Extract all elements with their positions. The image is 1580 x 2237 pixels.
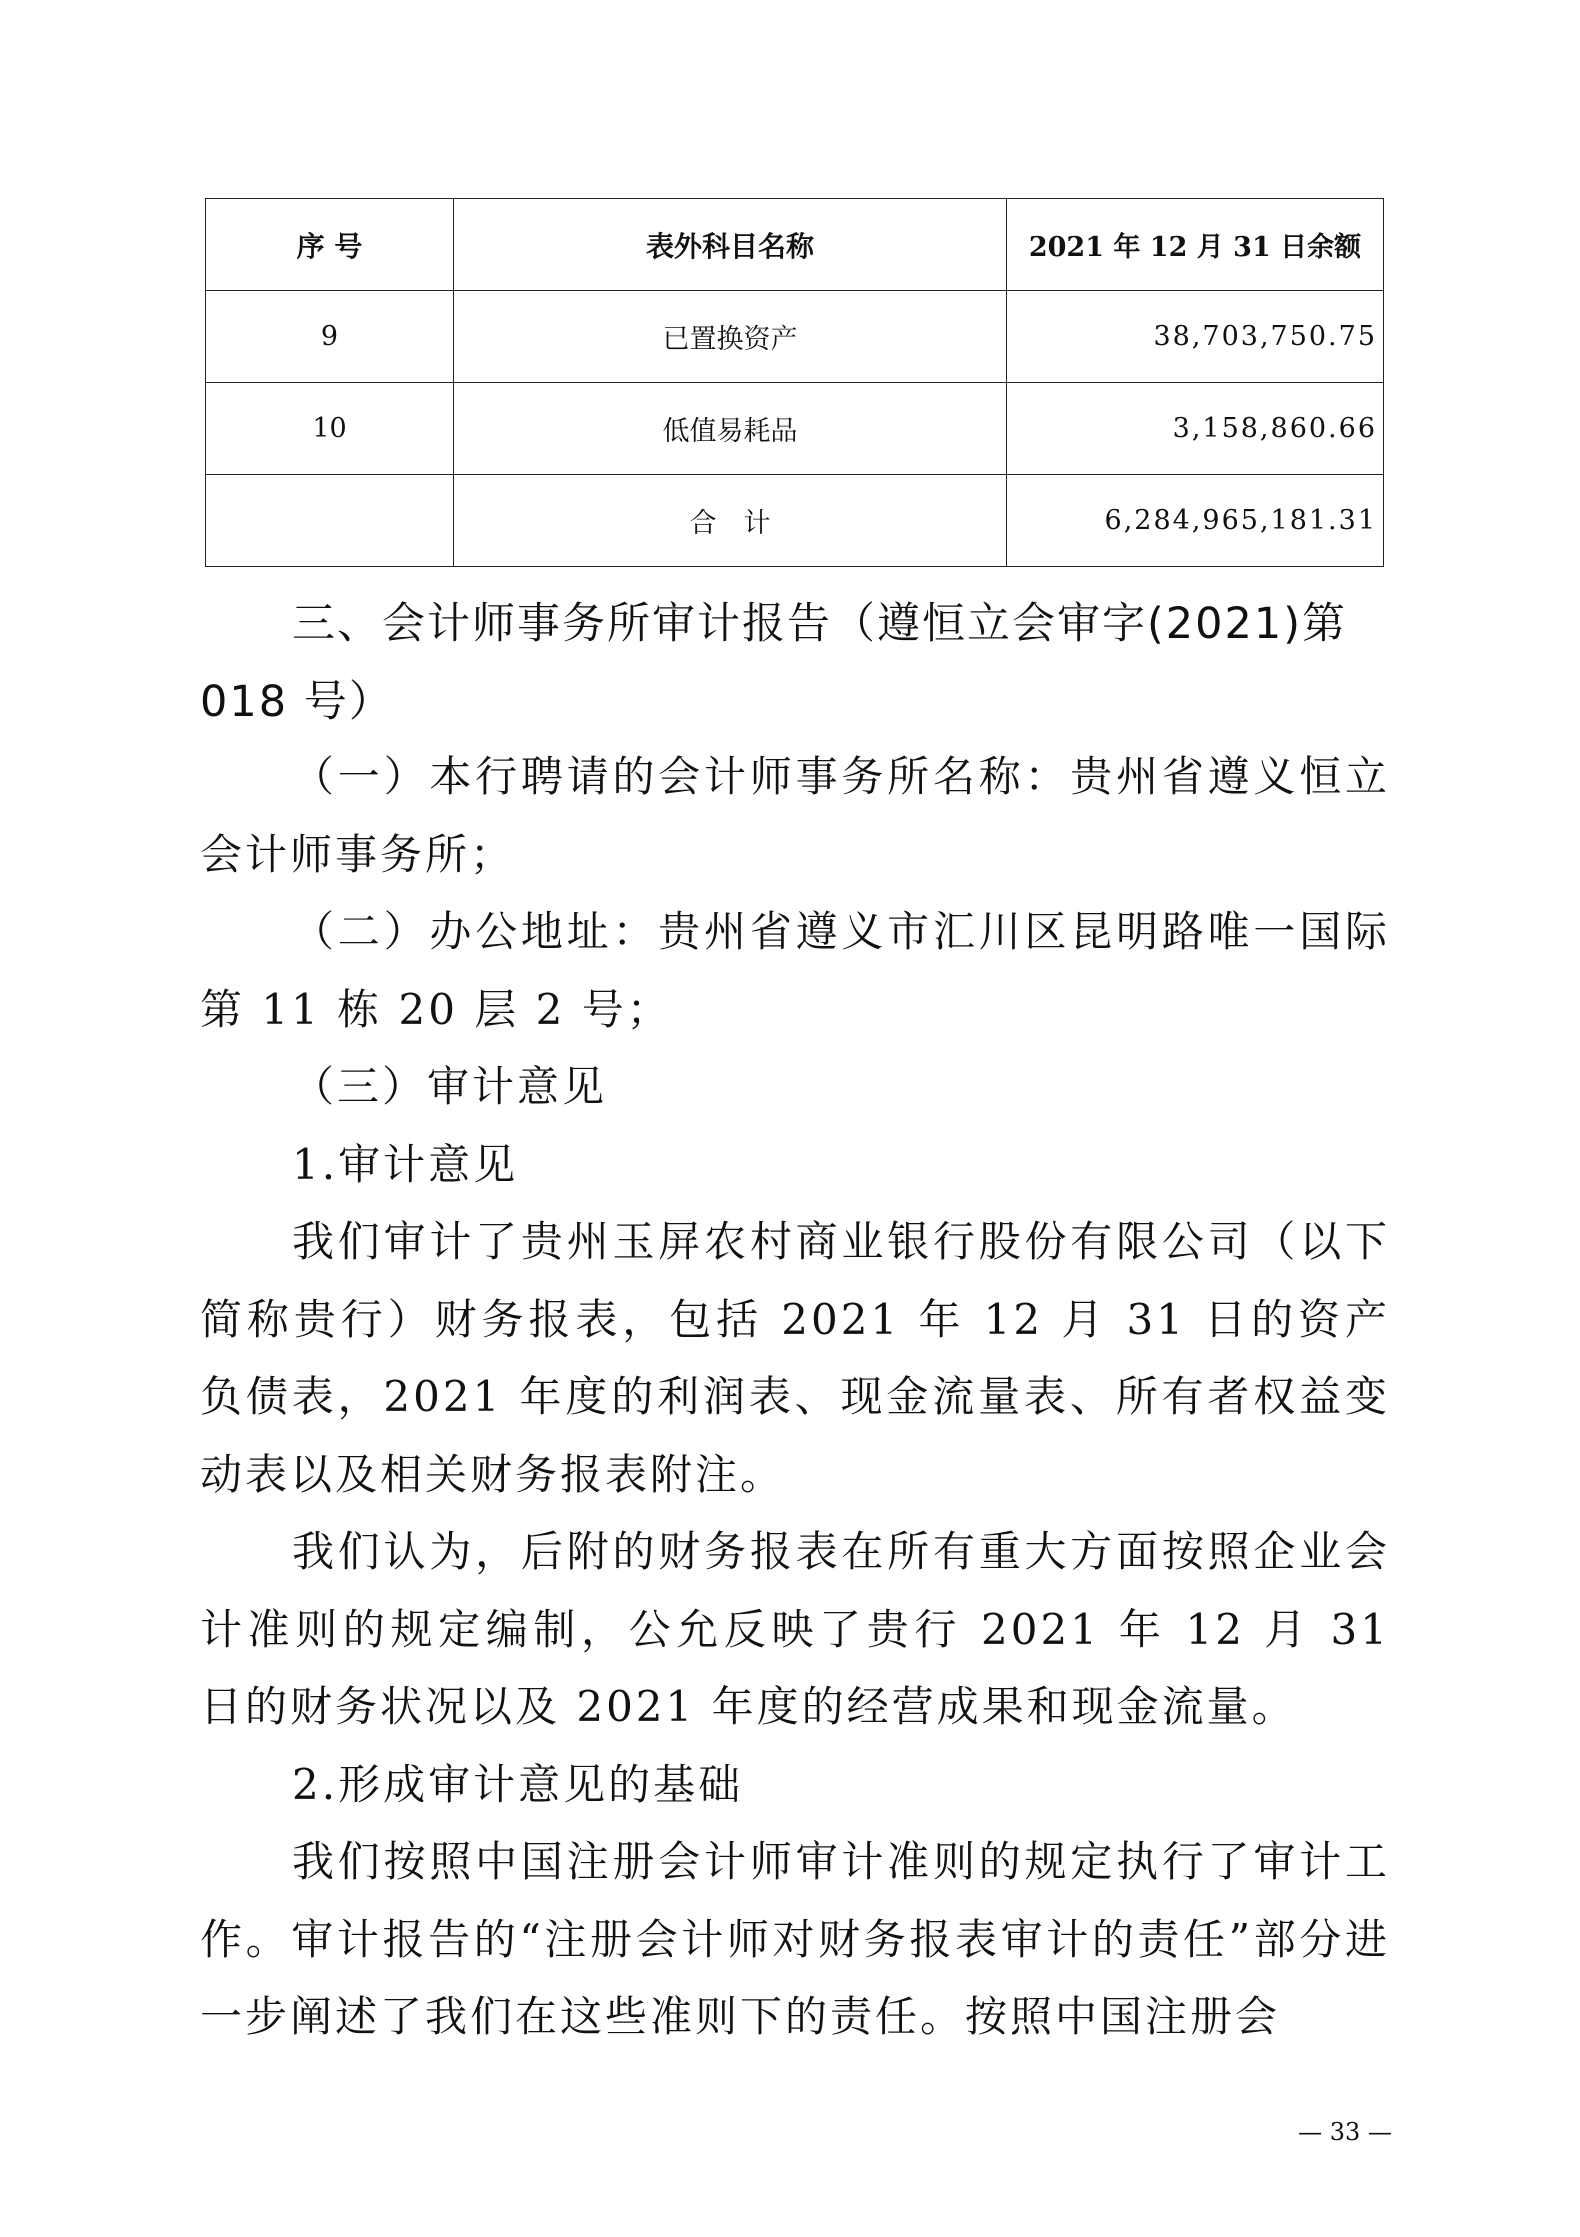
page-number: — 33 — [1298, 2118, 1392, 2146]
row-balance: 38,703,750.75 [1007, 291, 1384, 383]
header-balance: 2021 年 12 月 31 日余额 [1007, 199, 1384, 291]
table-header-row [206, 199, 1384, 291]
table-total-row [206, 475, 1384, 567]
row-item-name: 已置换资产 [454, 291, 1007, 383]
off-balance-sheet-table [205, 198, 1384, 567]
total-label: 合 计 [454, 475, 1007, 567]
row-balance: 3,158,860.66 [1007, 383, 1384, 475]
header-item-name: 表外科目名称 [454, 199, 1007, 291]
paragraph-office-address: （二）办公地址：贵州省遵义市汇川区昆明路唯一国际第 11 栋 20 层 2 号； [200, 907, 1390, 1034]
row-index: 9 [206, 291, 454, 383]
body-text [200, 738, 1390, 2056]
total-index [206, 475, 454, 567]
paragraph-audit-scope: 我们审计了贵州玉屏农村商业银行股份有限公司（以下简称贵行）财务报表，包括 2021 年 12 月 31 日的资产负债表，2021 年度的利润表、现金流量表、所有者权益变动表以及相关财务报表附注。 [200, 1217, 1390, 1499]
row-index: 10 [206, 383, 454, 475]
paragraph-basis: 我们按照中国注册会计师审计准则的规定执行了审计工作。审计报告的“注册会计师对财务报表审计的责任”部分进一步阐述了我们在这些准则下的责任。按照中国注册会 [200, 1837, 1390, 2041]
paragraph-opinion: 我们认为，后附的财务报表在所有重大方面按照企业会计准则的规定编制，公允反映了贵行 2021 年 12 月 31 日的财务状况以及 2021 年度的经营成果和现金流量。 [200, 1527, 1390, 1731]
section-heading: 三、会计师事务所审计报告（遵恒立会审字(2021)第 018 号） [200, 599, 1347, 727]
header-index: 序 号 [206, 199, 454, 291]
table-row [206, 291, 1384, 383]
paragraph-audit-opinion-heading: （三）审计意见 [292, 1062, 608, 1111]
paragraph-opinion-subheading: 1.审计意见 [292, 1139, 519, 1189]
paragraph-firm-name: （一）本行聘请的会计师事务所名称：贵州省遵义恒立会计师事务所； [200, 752, 1390, 879]
table-row [206, 383, 1384, 475]
paragraph-basis-subheading: 2.形成审计意见的基础 [292, 1759, 744, 1809]
row-item-name: 低值易耗品 [454, 383, 1007, 475]
total-value: 6,284,965,181.31 [1007, 475, 1384, 567]
